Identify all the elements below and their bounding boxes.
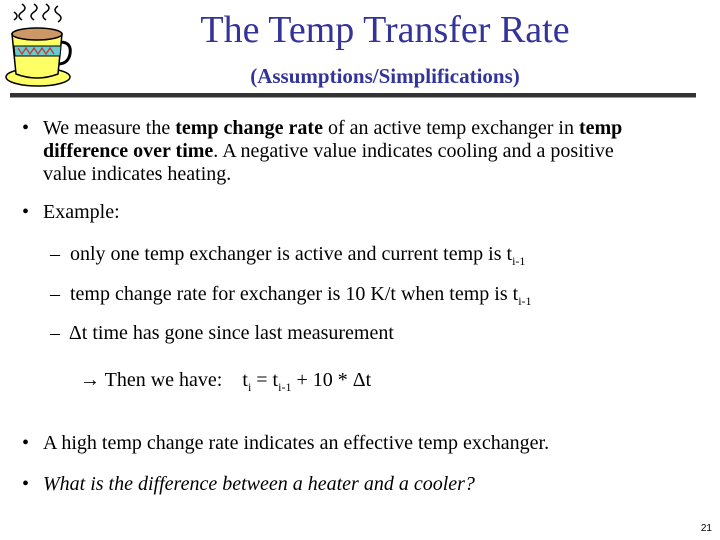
bullet-4-question: What is the difference between a heater and a cooler?: [43, 473, 475, 495]
slide-subtitle: (Assumptions/Simplifications): [250, 64, 520, 88]
bold-term: temp: [578, 117, 623, 139]
sub-bullet-3: – Δt time has gone since last measurement: [50, 322, 394, 344]
page-number: 21: [700, 523, 712, 534]
bullet-marker: •: [22, 473, 30, 495]
title-divider: [10, 93, 696, 98]
bold-term: temp change rate: [175, 117, 323, 139]
slide-title: The Temp Transfer Rate: [200, 9, 570, 51]
sub-bullet-2: – temp change rate for exchanger is 10 K/t when temp is $t_{i-1}$: [50, 283, 532, 308]
bullet-1-text: We measure the temp change rate of an active temp exchanger in temp difference over time. A negative value indicates cooling and a positive value indicates heating.: [43, 117, 623, 185]
bold-term: difference over time: [43, 140, 214, 162]
bullet-2-text: Example:: [43, 201, 120, 223]
bullet-marker: •: [22, 201, 30, 223]
sub-bullet-1: – only one temp exchanger is active and current temp is $t_{i-1}$: [50, 243, 526, 268]
coffee-cup-icon: [2, 2, 74, 88]
bullet-marker: •: [22, 432, 30, 454]
arrow-icon: →: [80, 369, 100, 391]
conclusion-line: → Then we have: $t_i = t_{i-1} + 10 * \Delta t$: [80, 369, 372, 394]
bullet-marker: •: [22, 117, 30, 139]
bullet-3-text: A high temp change rate indicates an effective temp exchanger.: [43, 432, 550, 454]
equation: $t_i = t_{i-1} + 10 * \Delta t$: [242, 369, 372, 394]
